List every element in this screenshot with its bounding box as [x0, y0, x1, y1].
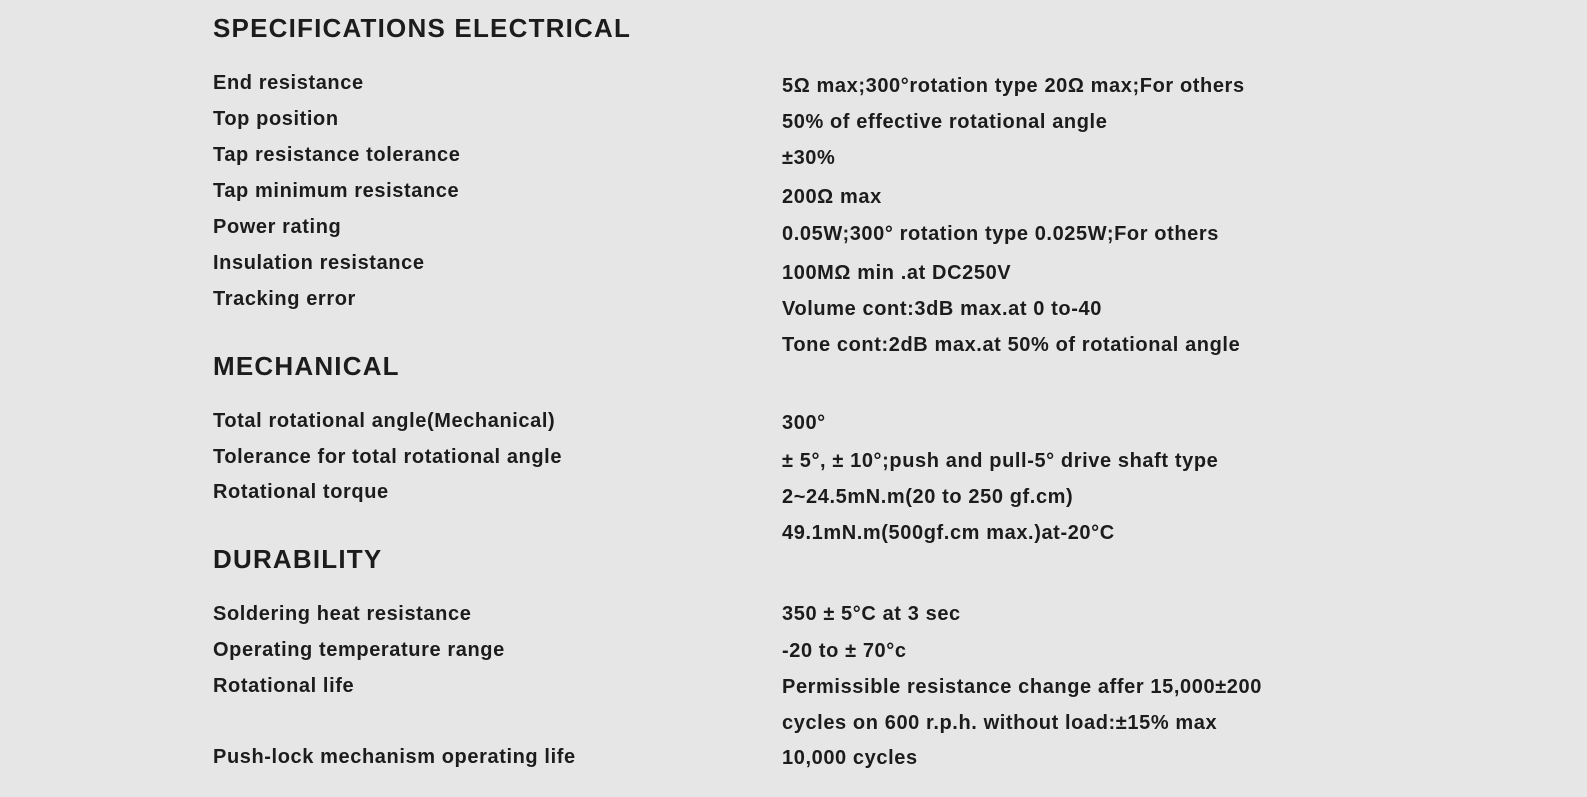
spec-label-rotational-torque: Rotational torque [213, 481, 389, 503]
spec-label-tap-minimum-resistance: Tap minimum resistance [213, 180, 460, 202]
spec-value-tap-resistance-tolerance: ±30% [782, 147, 836, 169]
spec-label-tracking-error: Tracking error [213, 288, 356, 310]
spec-value-total-rotational-angle: 300° [782, 412, 826, 434]
spec-value-insulation-resistance: 100MΩ min .at DC250V [782, 262, 1012, 284]
spec-value-tap-minimum-resistance: 200Ω max [782, 186, 882, 208]
section-title-durability: DURABILITY [213, 544, 383, 574]
spec-label-soldering-heat-resistance: Soldering heat resistance [213, 603, 472, 625]
spec-value-tracking-error-tone: Tone cont:2dB max.at 50% of rotational angle [782, 334, 1241, 356]
spec-value-top-position: 50% of effective rotational angle [782, 111, 1108, 133]
spec-value-rotational-torque-low-temp: 49.1mN.m(500gf.cm max.)at-20°C [782, 522, 1115, 544]
spec-value-soldering-heat-resistance: 350 ± 5°C at 3 sec [782, 603, 961, 625]
spec-label-tap-resistance-tolerance: Tap resistance tolerance [213, 144, 461, 166]
spec-value-rotational-torque: 2~24.5mN.m(20 to 250 gf.cm) [782, 486, 1074, 508]
spec-value-end-resistance: 5Ω max;300°rotation type 20Ω max;For others [782, 75, 1245, 97]
spec-label-insulation-resistance: Insulation resistance [213, 252, 425, 274]
spec-label-total-rotational-angle: Total rotational angle(Mechanical) [213, 410, 556, 432]
spec-value-operating-temperature-range: -20 to ± 70°c [782, 640, 907, 662]
spec-value-tracking-error: Volume cont:3dB max.at 0 to-40 [782, 298, 1102, 320]
spec-value-rotational-life-cycles: cycles on 600 r.p.h. without load:±15% max [782, 712, 1218, 734]
spec-value-push-lock-operating-life: 10,000 cycles [782, 747, 918, 769]
spec-label-operating-temperature-range: Operating temperature range [213, 639, 505, 661]
spec-value-rotational-life: Permissible resistance change affer 15,000±200 [782, 676, 1262, 698]
spec-label-end-resistance: End resistance [213, 72, 364, 94]
spec-label-push-lock-operating-life: Push-lock mechanism operating life [213, 746, 576, 768]
spec-label-rotational-angle-tolerance: Tolerance for total rotational angle [213, 446, 563, 468]
section-title-electrical: SPECIFICATIONS ELECTRICAL [213, 13, 632, 43]
spec-value-rotational-angle-tolerance: ± 5°, ± 10°;push and pull-5° drive shaft type [782, 450, 1219, 472]
spec-label-power-rating: Power rating [213, 216, 342, 238]
spec-label-rotational-life: Rotational life [213, 675, 355, 697]
section-title-mechanical: MECHANICAL [213, 351, 400, 381]
spec-value-power-rating: 0.05W;300° rotation type 0.025W;For others [782, 223, 1220, 245]
spec-label-top-position: Top position [213, 108, 339, 130]
